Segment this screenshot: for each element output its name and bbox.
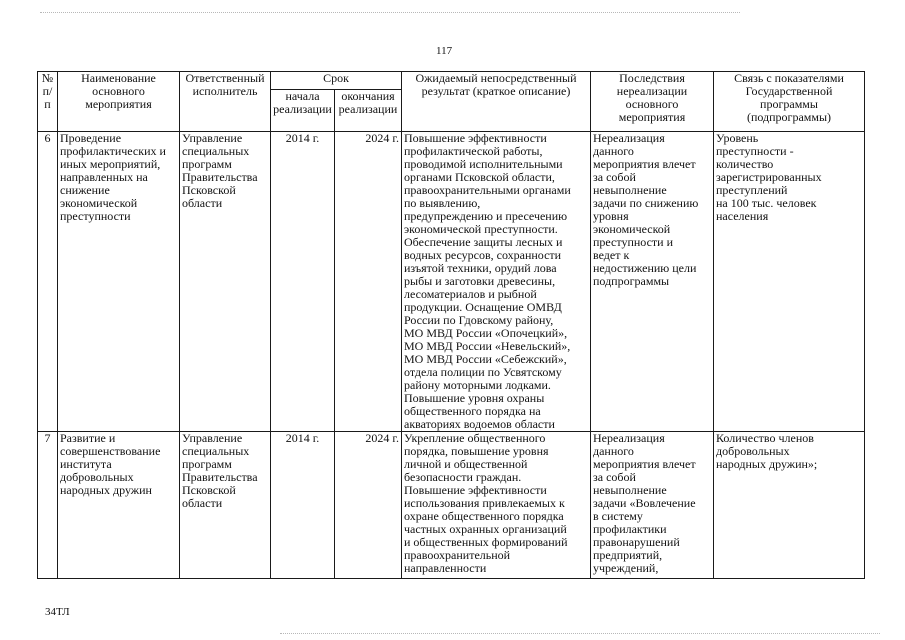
expected-result: Повышение эффективности профилактической работы, проводимой исполнительными органами Псковской области, правоохранительными органами по выявлению, предупреждению и пресечению экономической преступности. Обеспечение защиты лесных и водных ресурсов, сохранности изъятой техники, орудий лова рыбы и заготовки древесины, лесоматериалов и рыбной продукции. Оснащение ОМВД России по Гдовскому району, МО МВД России «Опочецкий», МО МВД России «Невельский», МО МВД России «Себежский», отдела полиции по Усвятскому району моторными лодками. Повышение уровня охраны общественного порядка на акваториях водоемов области <box>402 132 591 432</box>
indicator-link: Уровень преступности - количество зарегистрированных преступлений на 100 тыс. человек населения <box>714 132 865 432</box>
measures-table <box>37 71 865 579</box>
table-row <box>38 132 865 432</box>
scan-line-bottom <box>280 633 880 634</box>
header-term: Срок <box>271 72 402 90</box>
header-term-end: окончания реализации <box>335 90 402 132</box>
scan-line-top <box>40 12 740 13</box>
indicator-link: Количество членов добровольных народных дружин»; <box>714 432 865 579</box>
header-result: Ожидаемый непосредственный результат (краткое описание) <box>402 72 591 132</box>
header-link: Связь с показателями Государственной программы (подпрограммы) <box>714 72 865 132</box>
expected-result: Укрепление общественного порядка, повышение уровня личной и общественной безопасности граждан. Повышение эффективности использования привлекаемых к охране общественного порядка частных охранных организаций и общественных формирований правоохранительной направленности <box>402 432 591 579</box>
measure-name: Развитие и совершенствование института добровольных народных дружин <box>58 432 180 579</box>
row-number: 6 <box>38 132 58 432</box>
page-number: 117 <box>436 45 453 57</box>
consequences: Нереализация данного мероприятия влечет за собой невыполнение задачи «Вовлечение в систему профилактики правонарушений предприятий, учреждений, <box>591 432 714 579</box>
measure-name: Проведение профилактических и иных мероприятий, направленных на снижение экономической преступности <box>58 132 180 432</box>
term-end: 2024 г. <box>335 132 402 432</box>
header-name: Наименование основного мероприятия <box>58 72 180 132</box>
header-term-start: начала реализации <box>271 90 335 132</box>
header-consequences: Последствия нереализации основного мероприятия <box>591 72 714 132</box>
term-start: 2014 г. <box>271 132 335 432</box>
term-start: 2014 г. <box>271 432 335 579</box>
responsible-executor: Управление специальных программ Правительства Псковской области <box>180 432 271 579</box>
footer-code: 34ТЛ <box>45 606 70 618</box>
header-responsible: Ответственный исполнитель <box>180 72 271 132</box>
row-number: 7 <box>38 432 58 579</box>
responsible-executor: Управление специальных программ Правительства Псковской области <box>180 132 271 432</box>
header-no: № п/п <box>38 72 58 132</box>
consequences: Нереализация данного мероприятия влечет за собой невыполнение задачи по снижению уровня экономической преступности и ведет к недостижению цели подпрограммы <box>591 132 714 432</box>
term-end: 2024 г. <box>335 432 402 579</box>
table-row <box>38 432 865 579</box>
